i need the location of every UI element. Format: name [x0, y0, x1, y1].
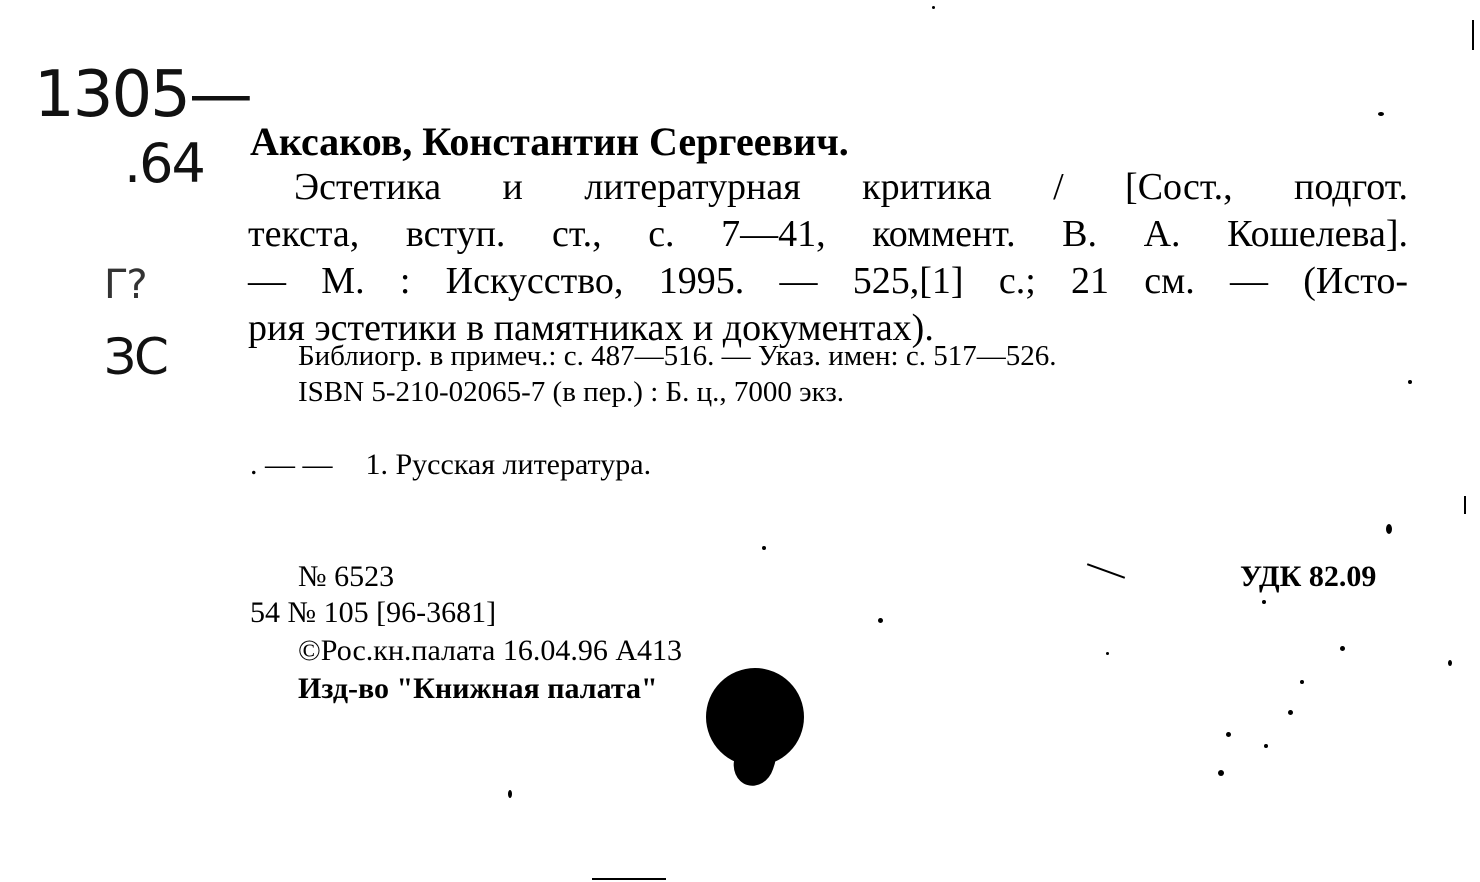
speck — [1262, 600, 1266, 604]
scan-mark — [1464, 496, 1466, 514]
speck — [508, 790, 512, 798]
scan-mark — [1087, 563, 1125, 579]
publisher-line: Изд-во "Книжная палата" — [298, 672, 658, 705]
handwritten-mark-bottom: ЗС — [104, 328, 167, 386]
speck — [1448, 660, 1452, 666]
speck — [1300, 680, 1304, 684]
scan-mark — [1472, 20, 1474, 50]
bibliography-note: Библиогр. в примеч.: с. 487—516. — Указ. имен: с. 517—526. — [298, 340, 1057, 372]
record-number: № 6523 — [298, 560, 395, 593]
handwritten-shelfmark-top: 1305— — [34, 58, 251, 132]
book-chamber-stamp: ©Рос.кн.палата 16.04.96 А413 — [298, 634, 683, 667]
speck — [1340, 646, 1345, 651]
bibliographic-description — [248, 164, 1408, 352]
description-line-1: Эстетика и литературная критика / [Сост., подгот. — [294, 166, 1408, 208]
series-number: 54 № 105 [96-3681] — [250, 596, 497, 629]
speck — [762, 546, 766, 550]
udk-code: УДК 82.09 — [1240, 560, 1377, 593]
speck — [878, 618, 883, 623]
author-heading: Аксаков, Константин Сергеевич. — [250, 119, 849, 164]
isbn-note: ISBN 5-210-02065-7 (в пер.) : Б. ц., 7000 экз. — [298, 376, 845, 408]
speck — [1264, 744, 1268, 748]
description-line-2: текста, вступ. ст., с. 7—41, коммент. В. А. Кошелева]. — [248, 213, 1408, 255]
handwritten-mark-mid: Г? — [104, 262, 146, 308]
speck — [1288, 710, 1293, 715]
subject-heading: 1. Русская литература. — [365, 448, 652, 481]
subject-line — [250, 448, 651, 482]
bottom-edge-line — [592, 878, 666, 880]
speck — [1218, 770, 1224, 776]
handwritten-shelfmark-bottom: .64 — [124, 132, 204, 195]
speck — [1226, 732, 1231, 737]
description-line-3: — М. : Искусство, 1995. — 525,[1] с.; 21 см. — (Исто- — [248, 260, 1408, 302]
speck — [932, 6, 935, 9]
subject-prefix: . — — — [250, 448, 333, 481]
description-line-4: рия эстетики в памятниках и документах). — [248, 307, 934, 349]
speck — [1386, 524, 1392, 534]
speck — [1378, 112, 1384, 116]
speck — [1106, 652, 1109, 655]
speck — [1408, 380, 1412, 384]
